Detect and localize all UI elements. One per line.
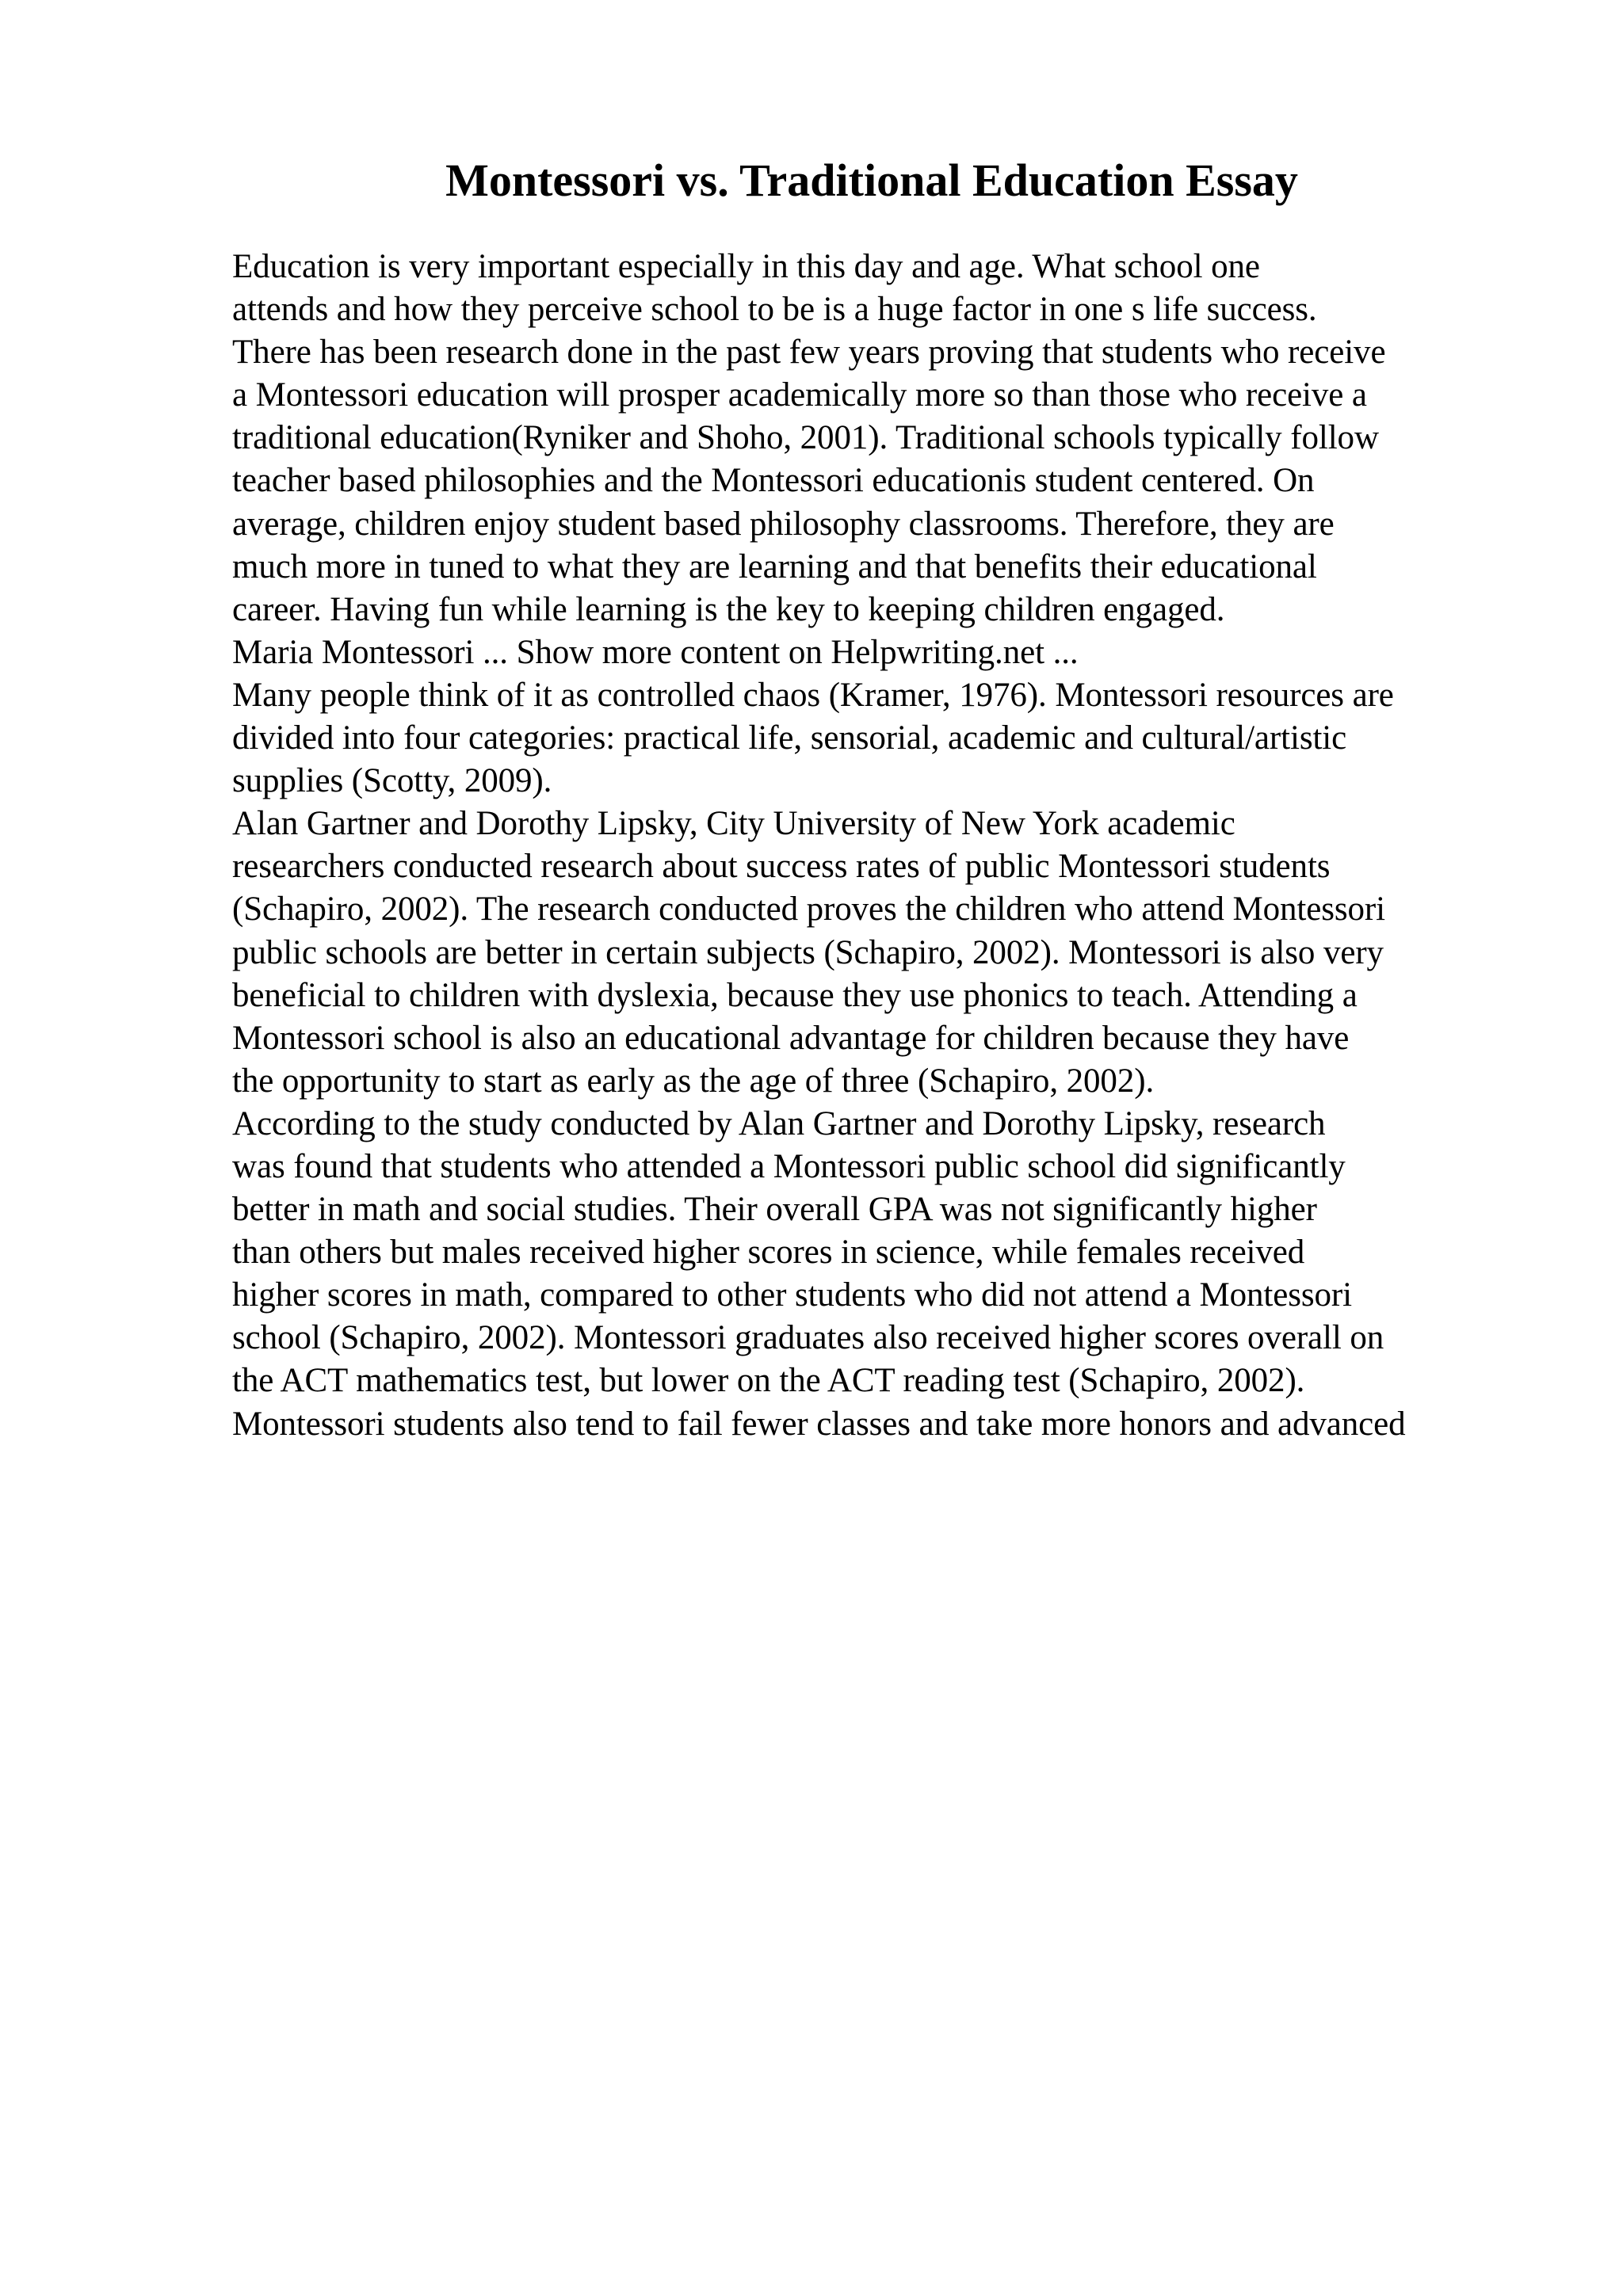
text-line: Montessori school is also an educational advantage for children because they have — [232, 1019, 1350, 1057]
document-title: Montessori vs. Traditional Education Essay — [445, 154, 1298, 206]
text-line: attends and how they perceive school to be is a huge factor in one s life success. — [232, 291, 1317, 329]
text-line: than others but males received higher scores in science, while females received — [232, 1234, 1305, 1272]
text-line: school (Schapiro, 2002). Montessori graduates also received higher scores overall on — [232, 1319, 1384, 1357]
text-line: better in math and social studies. Their overall GPA was not significantly higher — [232, 1191, 1317, 1229]
text-line: There has been research done in the past few years proving that students who receive — [232, 334, 1386, 372]
text-line: Maria Montessori ... Show more content on Helpwriting.net ... — [232, 633, 1079, 671]
text-line: average, children enjoy student based philosophy classrooms. Therefore, they are — [232, 505, 1335, 543]
text-line: beneficial to children with dyslexia, because they use phonics to teach. Attending a — [232, 976, 1358, 1014]
text-line: (Schapiro, 2002). The research conducted proves the children who attend Montessori — [232, 891, 1385, 929]
text-line: was found that students who attended a Montessori public school did significantly — [232, 1147, 1346, 1185]
text-line: much more in tuned to what they are learning and that benefits their educational — [232, 547, 1317, 585]
text-line: the ACT mathematics test, but lower on the ACT reading test (Schapiro, 2002). — [232, 1362, 1305, 1400]
text-line: teacher based philosophies and the Montessori educationis student centered. On — [232, 462, 1315, 500]
text-line: divided into four categories: practical life, sensorial, academic and cultural/artistic — [232, 719, 1347, 757]
document-body — [232, 246, 1595, 1446]
text-line: Alan Gartner and Dorothy Lipsky, City University of New York academic — [232, 805, 1235, 843]
text-line: supplies (Scotty, 2009). — [232, 762, 552, 800]
text-line: career. Having fun while learning is the key to keeping children engaged. — [232, 590, 1225, 628]
text-line: Many people think of it as controlled chaos (Kramer, 1976). Montessori resources are — [232, 676, 1394, 714]
text-line: a Montessori education will prosper academically more so than those who receive a — [232, 376, 1367, 414]
text-line: According to the study conducted by Alan Gartner and Dorothy Lipsky, research — [232, 1104, 1326, 1142]
text-line: the opportunity to start as early as the age of three (Schapiro, 2002). — [232, 1062, 1155, 1100]
text-line: higher scores in math, compared to other students who did not attend a Montessori — [232, 1276, 1353, 1314]
text-line: traditional education(Ryniker and Shoho, 2001). Traditional schools typically follow — [232, 419, 1379, 457]
text-line: public schools are better in certain subjects (Schapiro, 2002). Montessori is also very — [232, 933, 1384, 971]
text-line: researchers conducted research about success rates of public Montessori students — [232, 848, 1331, 886]
text-line: Montessori students also tend to fail fewer classes and take more honors and advanced — [232, 1405, 1406, 1443]
text-line: Education is very important especially in this day and age. What school one — [232, 248, 1260, 285]
